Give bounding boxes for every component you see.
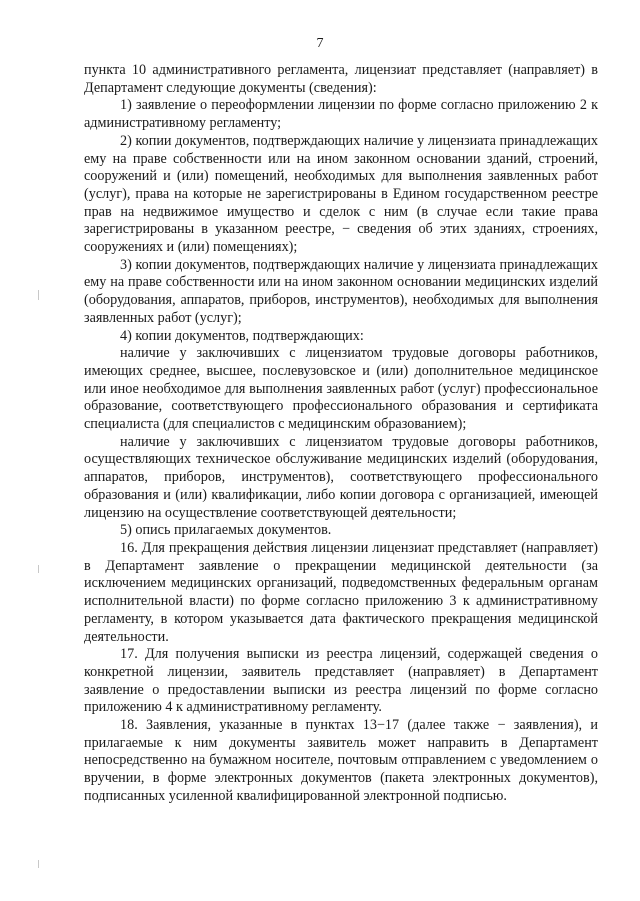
scan-edge-mark bbox=[38, 860, 39, 868]
list-item-4-subitem-2: наличие у заключивших с лицензиатом трудовые договоры работников, осуществляющих техническое обслуживание медицинских изделий (оборудования, аппаратов, приборов, инструментов), соответствующего профессионального образования и (или) квалификации, либо копии договора с организацией, имеющей лицензию на осуществление соответствующей деятельности; bbox=[84, 433, 598, 521]
list-item-3: 3) копии документов, подтверждающих наличие у лицензиата принадлежащих ему на праве собственности или на ином законном основании медицинских изделий (оборудования, аппаратов, приборов, инструментов), необходимых для выполнения заявленных работ (услуг); bbox=[84, 256, 598, 326]
page-number: 7 bbox=[316, 36, 324, 51]
document-body bbox=[84, 62, 598, 806]
clause-16: 16. Для прекращения действия лицензии лицензиат представляет (направляет) в Департамент заявление о прекращении медицинской деятельности (за исключением медицинских организаций, подведомственных федеральным органам исполнительной власти) по форме согласно приложению 3 к административному регламенту, в котором указывается дата фактического прекращения медицинской деятельности. bbox=[84, 539, 598, 645]
scan-edge-mark bbox=[38, 565, 39, 573]
list-item-4: 4) копии документов, подтверждающих: bbox=[120, 327, 364, 344]
list-item-1: 1) заявление о переоформлении лицензии по форме согласно приложению 2 к административному регламенту; bbox=[84, 97, 598, 132]
scan-edge-mark bbox=[38, 290, 39, 300]
clause-18: 18. Заявления, указанные в пунктах 13−17 (далее также − заявления), и прилагаемые к ним документы заявитель может направить в Департамент непосредственно на бумажном носителе, почтовым отправлением с уведомлением о вручении, в форме электронных документов (пакета электронных документов), подписанных усиленной квалифицированной электронной подписью. bbox=[84, 717, 598, 804]
list-item-4-subitem-1: наличие у заключивших с лицензиатом трудовые договоры работников, имеющих среднее, высшее, послевузовское и (или) дополнительное медицинское или иное необходимое для выполнения заявленных работ (услуг) профессиональное образование, соответствующего профессионального образования и сертификата специалиста (для специалистов с медицинским образованием); bbox=[84, 345, 598, 433]
list-item-5: 5) опись прилагаемых документов. bbox=[120, 522, 332, 539]
paragraph-continuation: пункта 10 административного регламента, лицензиат представляет (направляет) в Департамент следующие документы (сведения): bbox=[84, 62, 598, 96]
clause-17: 17. Для получения выписки из реестра лицензий, содержащей сведения о конкретной лицензии, заявитель представляет (направляет) в Департамент заявление о предоставлении выписки из реестра лицензий по форме согласно приложению 4 к административному регламенту. bbox=[84, 646, 598, 716]
list-item-2: 2) копии документов, подтверждающих наличие у лицензиата принадлежащих ему на праве собственности или на ином законном основании зданий, строений, сооружений и (или) помещений, необходимых для выполнения заявленных работ (услуг), права на которые не зарегистрированы в Едином государственном реестре прав на недвижимое имущество и сделок с ним (в случае если такие права зарегистрированы в указанном реестре, − сведения об этих зданиях, строениях, сооружениях и (или) помещениях); bbox=[84, 132, 598, 256]
